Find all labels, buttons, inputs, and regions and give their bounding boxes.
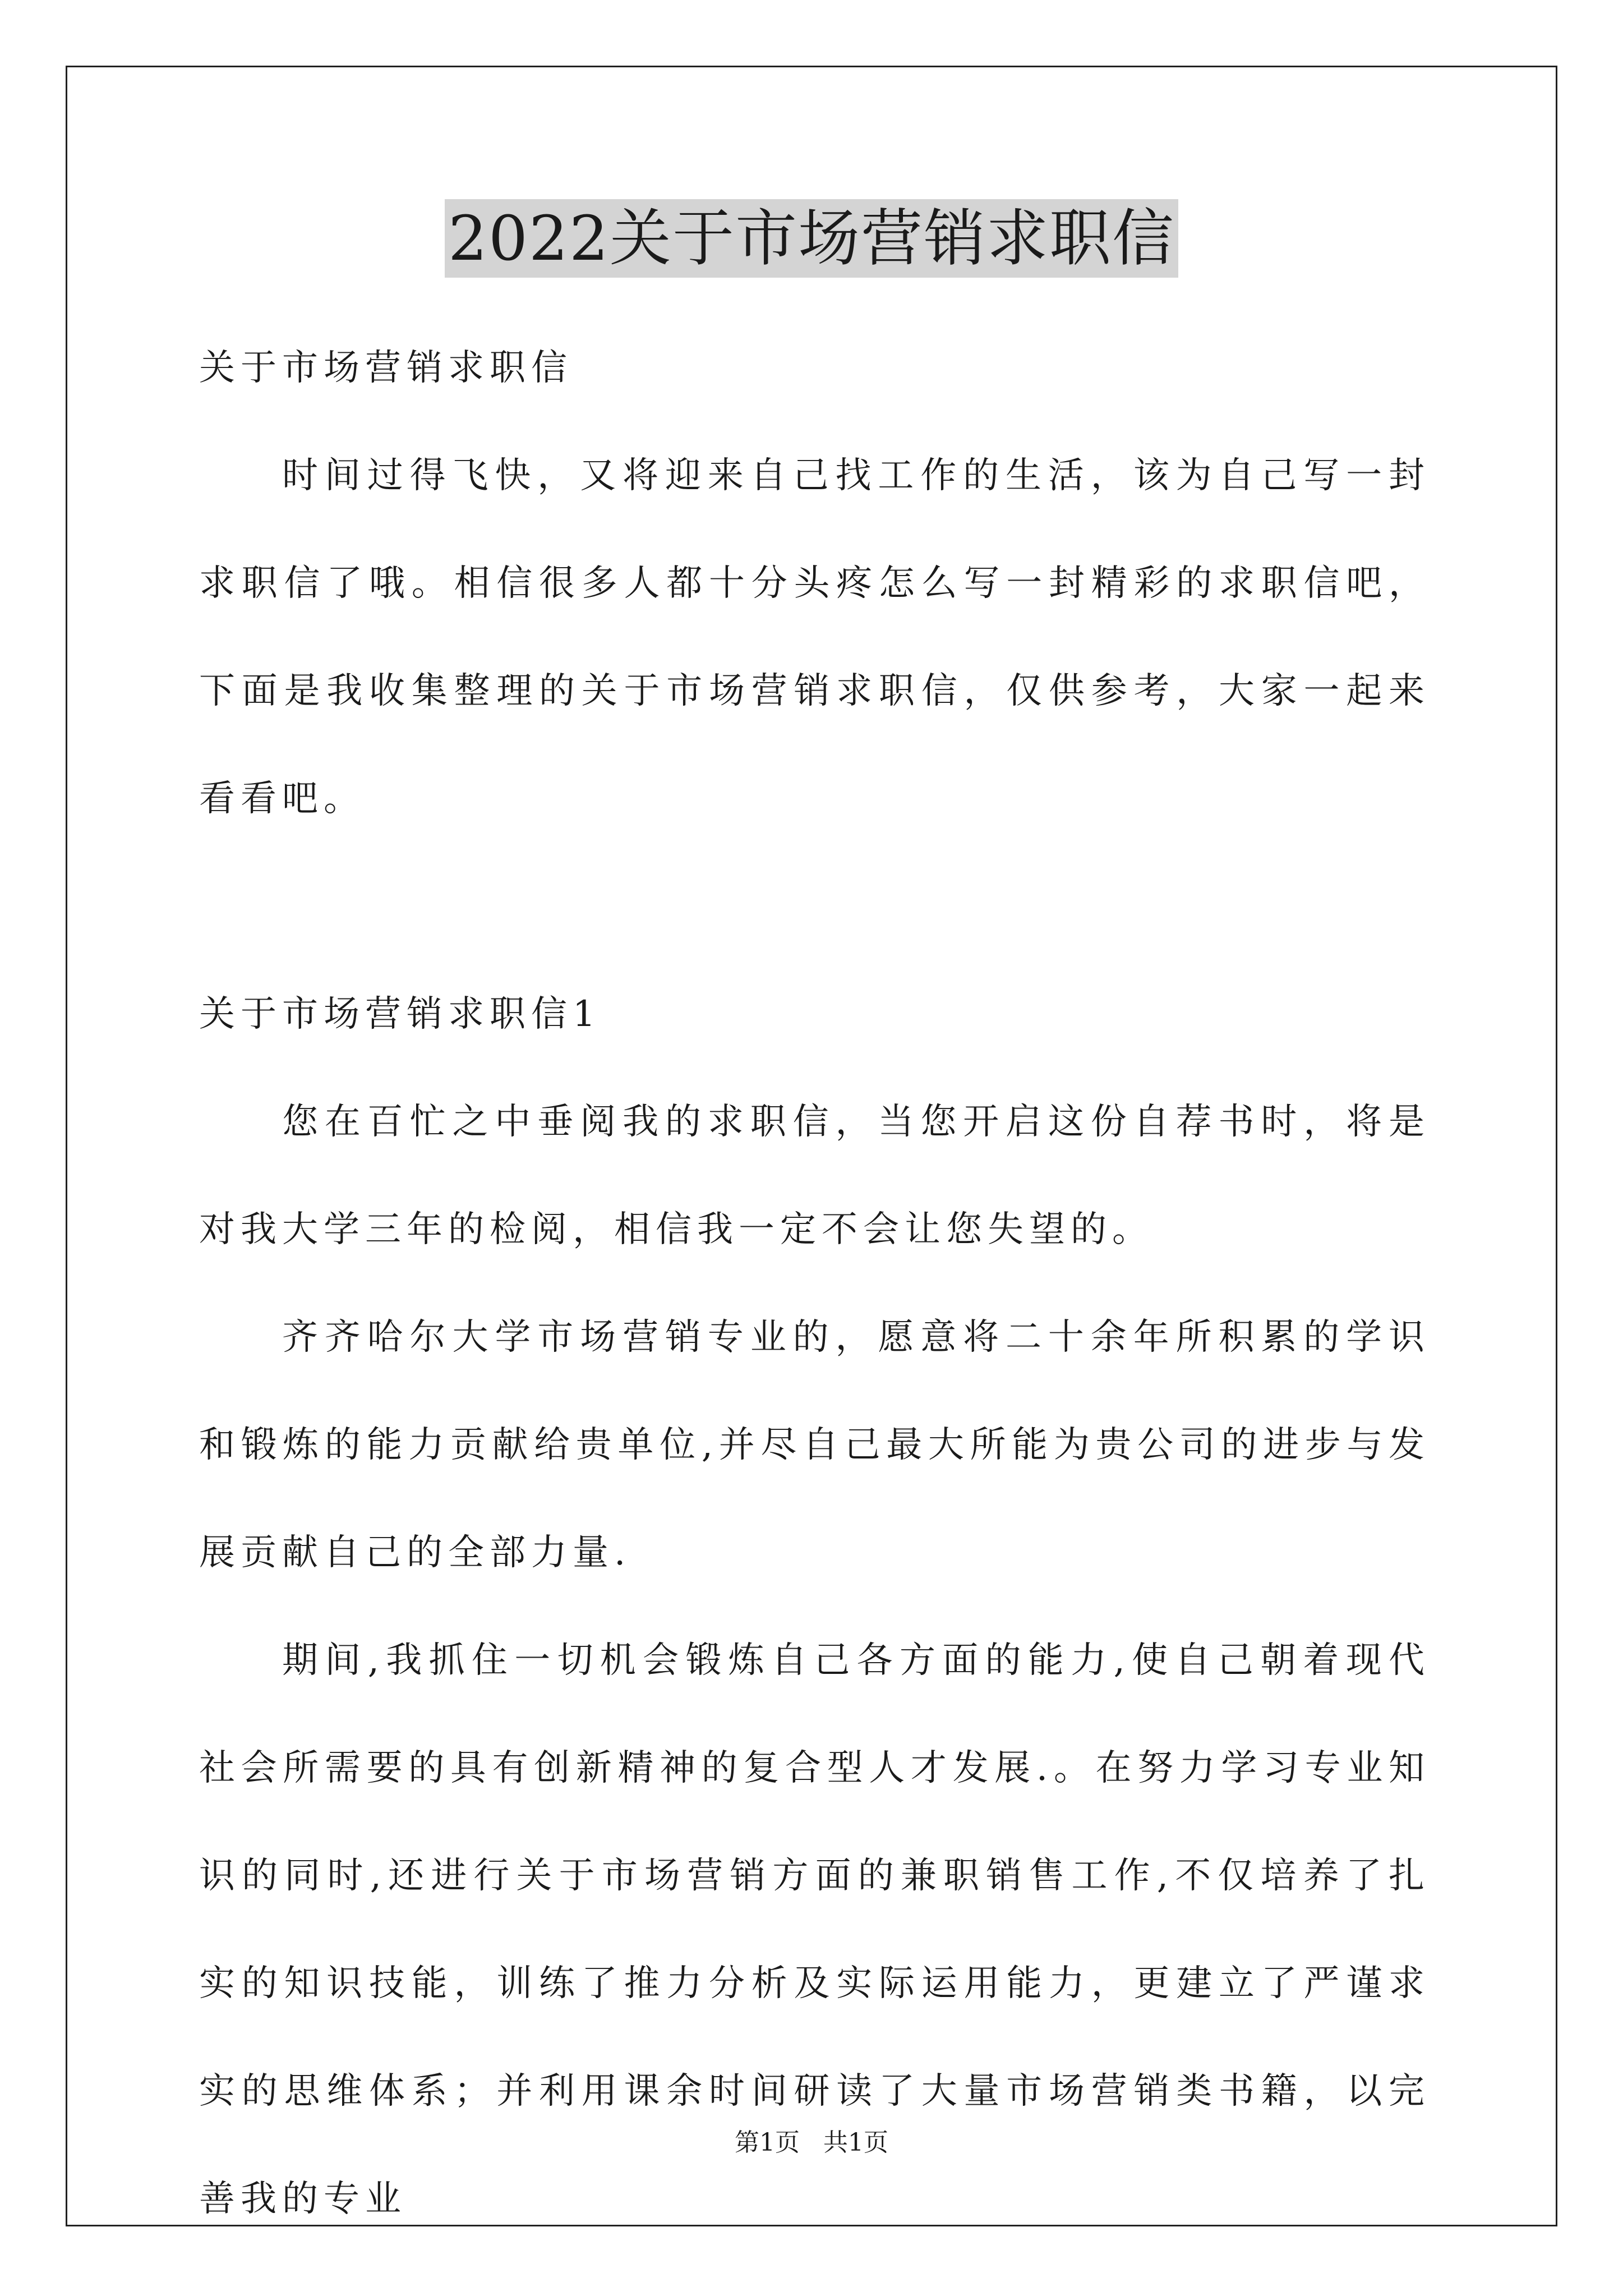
document-title: 2022关于市场营销求职信 <box>445 199 1178 278</box>
body-paragraph: 齐齐哈尔大学市场营销专业的，愿意将二十余年所积累的学识和锻炼的能力贡献给贵单位,并尽自己最大所能为贵公司的进步与发展贡献自己的全部力量. <box>199 1317 1430 1573</box>
intro-paragraph: 时间过得飞快，又将迎来自己找工作的生活，该为自己写一封求职信了哦。相信很多人都十分头疼怎么写一封精彩的求职信吧，下面是我收集整理的关于市场营销求职信，仅供参考，大家一起来看看吧。 <box>199 455 1430 820</box>
document-body <box>199 314 1430 2253</box>
title-wrap <box>0 199 1623 278</box>
spacer <box>199 853 1430 960</box>
section-heading: 关于市场营销求职信1 <box>199 993 601 1035</box>
page-number-current: 第1页 <box>735 2128 800 2157</box>
subtitle: 关于市场营销求职信 <box>199 347 573 389</box>
body-paragraph: 期间,我抓住一切机会锻炼自己各方面的能力,使自己朝着现代社会所需要的具有创新精神的复合型人才发展.。在努力学习专业知识的同时,还进行关于市场营销方面的兼职销售工作,不仅培养了扎实的知识技能，训练了推力分析及实际运用能力，更建立了严谨求实的思维体系；并利用课余时间研读了大量市场营销类书籍，以完善我的专业 <box>199 1640 1430 2220</box>
body-paragraph: 您在百忙之中垂阅我的求职信，当您开启这份自荐书时，将是对我大学三年的检阅，相信我一定不会让您失望的。 <box>199 1101 1430 1250</box>
page-number-total: 共1页 <box>823 2128 888 2157</box>
page-footer <box>0 2126 1623 2160</box>
